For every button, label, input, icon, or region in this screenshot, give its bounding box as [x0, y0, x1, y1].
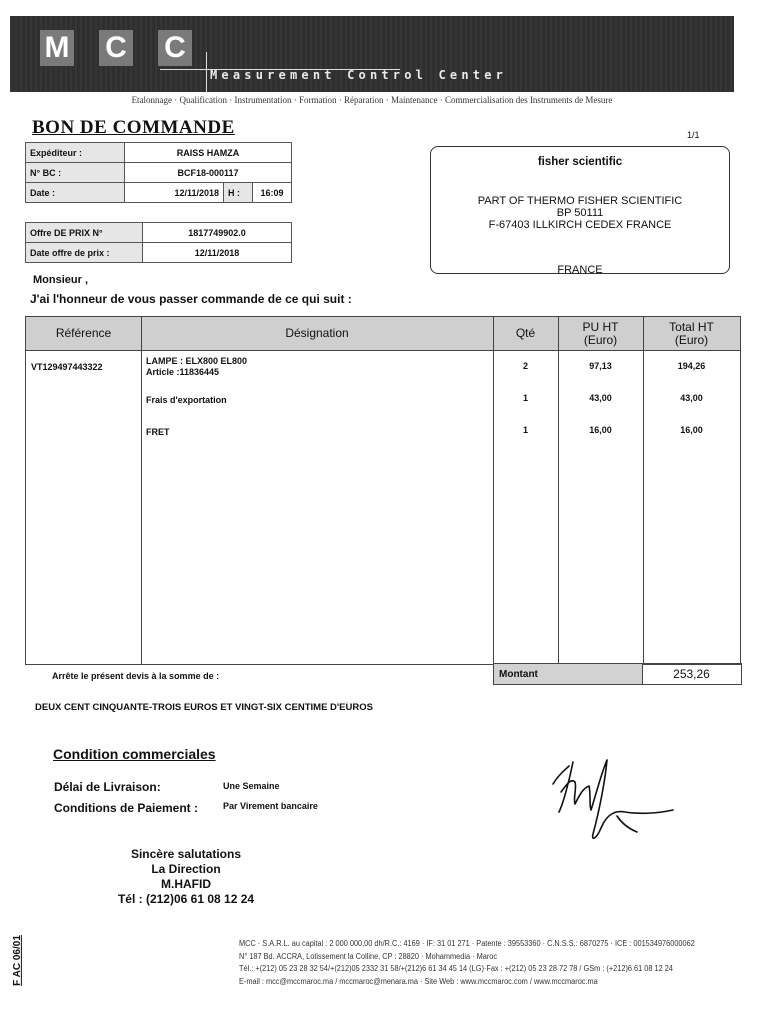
row-qty: 1: [522, 393, 528, 403]
expediteur-value: RAISS HAMZA: [125, 143, 292, 163]
row-designation: [146, 356, 247, 378]
header-total-ht: [643, 317, 740, 350]
montant-box: [493, 663, 742, 685]
footer-line: MCC · S.A.R.L. au capital : 2 000 000,00 dh/R.C.: 4169 · IF: 31 01 271 · Patente : 39553360 · C.N.S.S.: 6870275 · ICE : 001534976000062: [239, 939, 695, 948]
header-pu-unit: (Euro): [583, 332, 618, 347]
offre-date-value: 12/11/2018: [143, 243, 292, 263]
recipient-address-line: PART OF THERMO FISHER SCIENTIFIC: [477, 195, 683, 207]
row-designation-line: LAMPE : ELX800 EL800: [146, 356, 248, 366]
header-pu-ht-label: PU HT: [582, 319, 619, 334]
time-label: H :: [224, 183, 253, 203]
header-designation: Désignation: [285, 326, 349, 340]
intro-text: J'ai l'honneur de vous passer commande de ce qui suit :: [30, 292, 352, 306]
logo-crosshair: [206, 52, 207, 92]
closing-phone: Tél : (212)06 61 08 12 24: [117, 892, 255, 906]
logo-letter-c2: C: [158, 30, 192, 66]
closing-block: [96, 847, 276, 907]
row-designation-line: Article :11836445: [146, 367, 220, 377]
row-total: 194,26: [677, 361, 706, 371]
conditions-title: Condition commerciales: [53, 746, 216, 762]
recipient-name: fisher scientific: [537, 156, 623, 168]
header-banner: [10, 16, 734, 92]
recipient-country: FRANCE: [557, 264, 603, 276]
recipient-address-line: BP 50111: [556, 207, 604, 219]
recipient-address-line: F-67403 ILLKIRCH CEDEX FRANCE: [488, 219, 672, 231]
footer-line: E-mail : mcc@mccmaroc.ma / mccmaroc@menara.ma · Site Web : www.mccmaroc.com / www.mccmaroc.ma: [239, 976, 598, 986]
logo-letter-m: M: [40, 30, 74, 66]
closing-line: La Direction: [151, 862, 221, 876]
footer-line: N° 187 Bd. ACCRA, Lotissement la Colline, CP : 28820 · Mohammedia · Maroc: [239, 951, 498, 961]
row-pu: 16,00: [589, 425, 612, 435]
header-pu-ht: [558, 317, 643, 350]
signature-image: [545, 752, 685, 852]
row-pu: 97,13: [589, 361, 612, 371]
row-designation: FRET: [146, 427, 170, 437]
footer-line: Tél.: +(212) 05 23 28 32 54/+(212)05 2332 31 58/+(212)6 61 34 45 14 (LG)·Fax : +(212) 05 23 28 72 78 / GSm : (+212)6 61 08 12 24: [239, 964, 673, 973]
logo-letter-c1: C: [99, 30, 133, 66]
row-qty: 2: [522, 361, 528, 371]
montant-value: 253,26: [673, 667, 710, 681]
row-total: 43,00: [680, 393, 703, 403]
header-reference: Référence: [55, 326, 112, 340]
row-designation: Frais d'exportation: [146, 395, 227, 405]
logo-tagline: Measurement Control Center: [210, 68, 508, 82]
offre-label: Offre DE PRIX N°: [26, 223, 143, 243]
offer-info-table: [25, 222, 292, 263]
row-total: 16,00: [680, 425, 703, 435]
date-value: 12/11/2018: [125, 183, 224, 203]
amount-in-words: DEUX CENT CINQUANTE-TROIS EUROS ET VINGT-SIX CENTIME D'EUROS: [35, 702, 373, 713]
montant-label: Montant: [494, 664, 643, 684]
closing-line: M.HAFID: [161, 877, 211, 891]
header-qty: Qté: [515, 326, 536, 340]
arrete-text: Arrête le présent devis à la somme de :: [52, 671, 220, 681]
bc-value: BCF18-000117: [125, 163, 292, 183]
delai-label: Délai de Livraison:: [54, 780, 161, 794]
header-total-unit: (Euro): [674, 332, 709, 347]
services-line: Etalonnage · Qualification · Instrumentation · Formation · Réparation · Maintenance · Commercialisation des Instruments de Mesure: [131, 95, 613, 105]
header-total-ht-label: Total HT: [669, 319, 714, 334]
page-number: 1/1: [687, 130, 700, 140]
date-label: Date :: [26, 183, 125, 203]
footer: [239, 938, 695, 988]
document-title: BON DE COMMANDE: [32, 117, 235, 138]
column-divider: [141, 317, 142, 664]
salutation: Monsieur ,: [33, 274, 89, 286]
paiement-label: Conditions de Paiement :: [54, 801, 199, 815]
offre-value: 1817749902.0: [143, 223, 292, 243]
closing-line: Sincère salutations: [130, 847, 242, 861]
row-reference: VT129497443322: [31, 362, 103, 372]
recipient-address: [431, 195, 729, 231]
time-value: 16:09: [253, 183, 292, 203]
form-code: F AC 06/01: [11, 935, 23, 986]
row-qty: 1: [522, 425, 528, 435]
row-pu: 43,00: [589, 393, 612, 403]
order-info-table: [25, 142, 292, 203]
bc-label: N° BC :: [26, 163, 125, 183]
expediteur-label: Expéditeur :: [26, 143, 125, 163]
order-table: [25, 316, 741, 665]
recipient-box: [430, 146, 730, 274]
delai-value: Une Semaine: [223, 781, 280, 791]
offre-date-label: Date offre de prix :: [26, 243, 143, 263]
paiement-value: Par Virement bancaire: [223, 801, 318, 811]
